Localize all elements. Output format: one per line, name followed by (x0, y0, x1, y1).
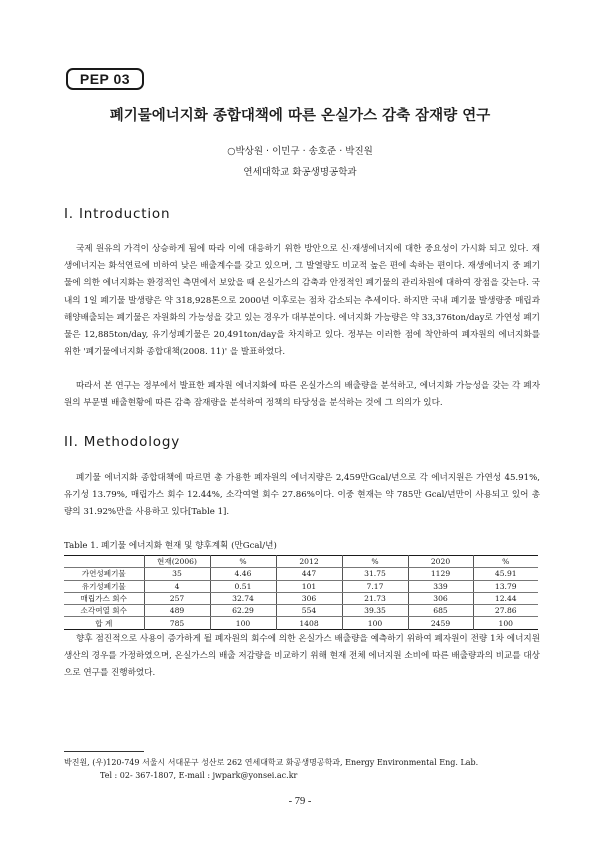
intro-paragraph-1: 국제 원유의 가격이 상승하게 됨에 따라 이에 대응하기 위한 방안으로 신·재생에너지에 대한 중요성이 가시화 되고 있다. 재생에너지는 화석연료에 비하여 낮은 배출계수를 갖고 있으며, 그 발열량도 비교적 높은 편에 속하는 편이다. 재생에너지 중 폐기물에 의한 에너지화는 환경적인 측면에서 보았을 때 온실가스의 감축과 안정적인 폐기물의 관리차원에 대하여 장점을 갖는다. 국내의 1일 폐기물 발생량은 약 318,928톤으로 2000년 이후로는 점차 감소되는 추세이다. 하지만 국내 폐기물 발생량중 매립과 해양배출되는 폐기물은 자원화의 가능성을 갖고 있는 경우가 대부분이다. 에너지화 가능량은 약 33,376ton/day로 가연성 폐기물은 12,885ton/day, 유기성폐기물은 20,491ton/day을 차지하고 있다. 정부는 이러한 점에 착안하여 폐자원의 에너지화를 위한 '폐기물에너지화 종합대책(2008. 11)' 을 발표하였다. (64, 244, 540, 358)
section-heading-methodology: II. Methodology (64, 434, 181, 450)
header-cell: 2012 (276, 556, 342, 568)
table-cell: 13.79 (473, 580, 538, 592)
table-cell: 12.44 (473, 592, 538, 604)
affiliation: 연세대학교 화공생명공학과 (243, 167, 357, 178)
table-row (64, 592, 538, 604)
table-row (64, 580, 538, 592)
table-cell: 7.17 (342, 580, 408, 592)
table-row (64, 605, 538, 617)
table-cell: 매립가스 회수 (64, 592, 144, 604)
table-cell: 785 (144, 617, 210, 629)
table-caption: Table 1. 폐기물 에너지화 현재 및 향후계획 (만Gcal/년) (64, 541, 277, 551)
table-cell: 257 (144, 592, 210, 604)
table-cell: 100 (342, 617, 408, 629)
table-cell: 554 (276, 605, 342, 617)
header-cell: % (473, 556, 538, 568)
table-cell: 0.51 (210, 580, 276, 592)
table-cell: 339 (408, 580, 473, 592)
intro-paragraph-2: 따라서 본 연구는 정부에서 발표한 폐자원 에너지화에 따른 온실가스의 배출량을 분석하고, 에너지화 가능성을 갖는 각 폐자원의 부문별 배출현황에 따른 감축 잠재량을 분석하여 정책의 타당성을 분석하는 것에 그 의의가 있다. (64, 381, 540, 409)
table-cell: 31.75 (342, 568, 408, 580)
header-cell: 2020 (408, 556, 473, 568)
footnote-divider (64, 751, 144, 752)
table-cell: 489 (144, 605, 210, 617)
table-cell: 27.86 (473, 605, 538, 617)
header-cell: 현재(2006) (144, 556, 210, 568)
section-heading-introduction: I. Introduction (64, 206, 171, 222)
footnote-address: 박진원, (우)120-749 서울시 서대문구 성산로 262 연세대학교 화공생명공학과, Energy Environmental Eng. Lab. (64, 758, 479, 767)
table-cell: 100 (210, 617, 276, 629)
table-total-row (64, 617, 538, 629)
page-number: - 79 - (288, 796, 312, 807)
methodology-paragraph-2: 향후 점진적으로 사용이 증가하게 될 폐자원의 회수에 의한 온실가스 배출량을 예측하기 위하여 폐자원이 전량 1차 에너지원 생산의 경우를 가정하였으며, 온실가스의 배출 저감량을 비교하기 위해 현재 전체 에너지원 소비에 따른 배출량과의 비교를 대상으로 연구를 진행하였다. (64, 634, 540, 679)
table-cell: 447 (276, 568, 342, 580)
paper-title: 폐기물에너지화 종합대책에 따른 온실가스 감축 잠재량 연구 (109, 108, 491, 124)
energy-table (64, 555, 538, 630)
table-cell: 유기성폐기물 (64, 580, 144, 592)
table-cell: 합 계 (95, 618, 113, 628)
table-cell: 306 (276, 592, 342, 604)
session-code-badge: PEP 03 (66, 68, 144, 90)
table-row (64, 568, 538, 580)
table-cell: 306 (408, 592, 473, 604)
table-cell: 32.74 (210, 592, 276, 604)
table-cell: 685 (408, 605, 473, 617)
table-cell: 21.73 (342, 592, 408, 604)
table-cell: 35 (144, 568, 210, 580)
table-cell: 100 (473, 617, 538, 629)
table-cell: 1129 (408, 568, 473, 580)
author-list: ○박상원 · 이민구 · 송호준 · 박진원 (227, 146, 373, 157)
header-cell (64, 556, 144, 568)
table-cell: 4 (144, 580, 210, 592)
table-cell: 1408 (276, 617, 342, 629)
header-cell: % (342, 556, 408, 568)
table-cell: 가연성폐기물 (64, 568, 144, 580)
table-cell: 101 (276, 580, 342, 592)
table-header-row (64, 556, 538, 568)
table-cell: 62.29 (210, 605, 276, 617)
table-cell: 소각여열 회수 (64, 605, 144, 617)
methodology-paragraph-1: 폐기물 에너지화 종합대책에 따르면 총 가용한 폐자원의 에너지량은 2,459만Gcal/년으로 각 에너지원은 가연성 45.91%, 유기성 13.79%, 매립가스 회수 12.44%, 소각여열 회수 27.86%이다. 이중 현재는 약 785만 Gcal/년만이 사용되고 있어 총량의 31.92%만을 사용하고 있다[Table 1]. (64, 473, 540, 518)
table-cell: 2459 (408, 617, 473, 629)
table-cell: 4.46 (210, 568, 276, 580)
table-cell: 39.35 (342, 605, 408, 617)
footnote-contact: Tel : 02- 367-1807, E-mail : jwpark@yonsei.ac.kr (100, 771, 298, 780)
table-cell: 45.91 (473, 568, 538, 580)
header-cell: % (210, 556, 276, 568)
